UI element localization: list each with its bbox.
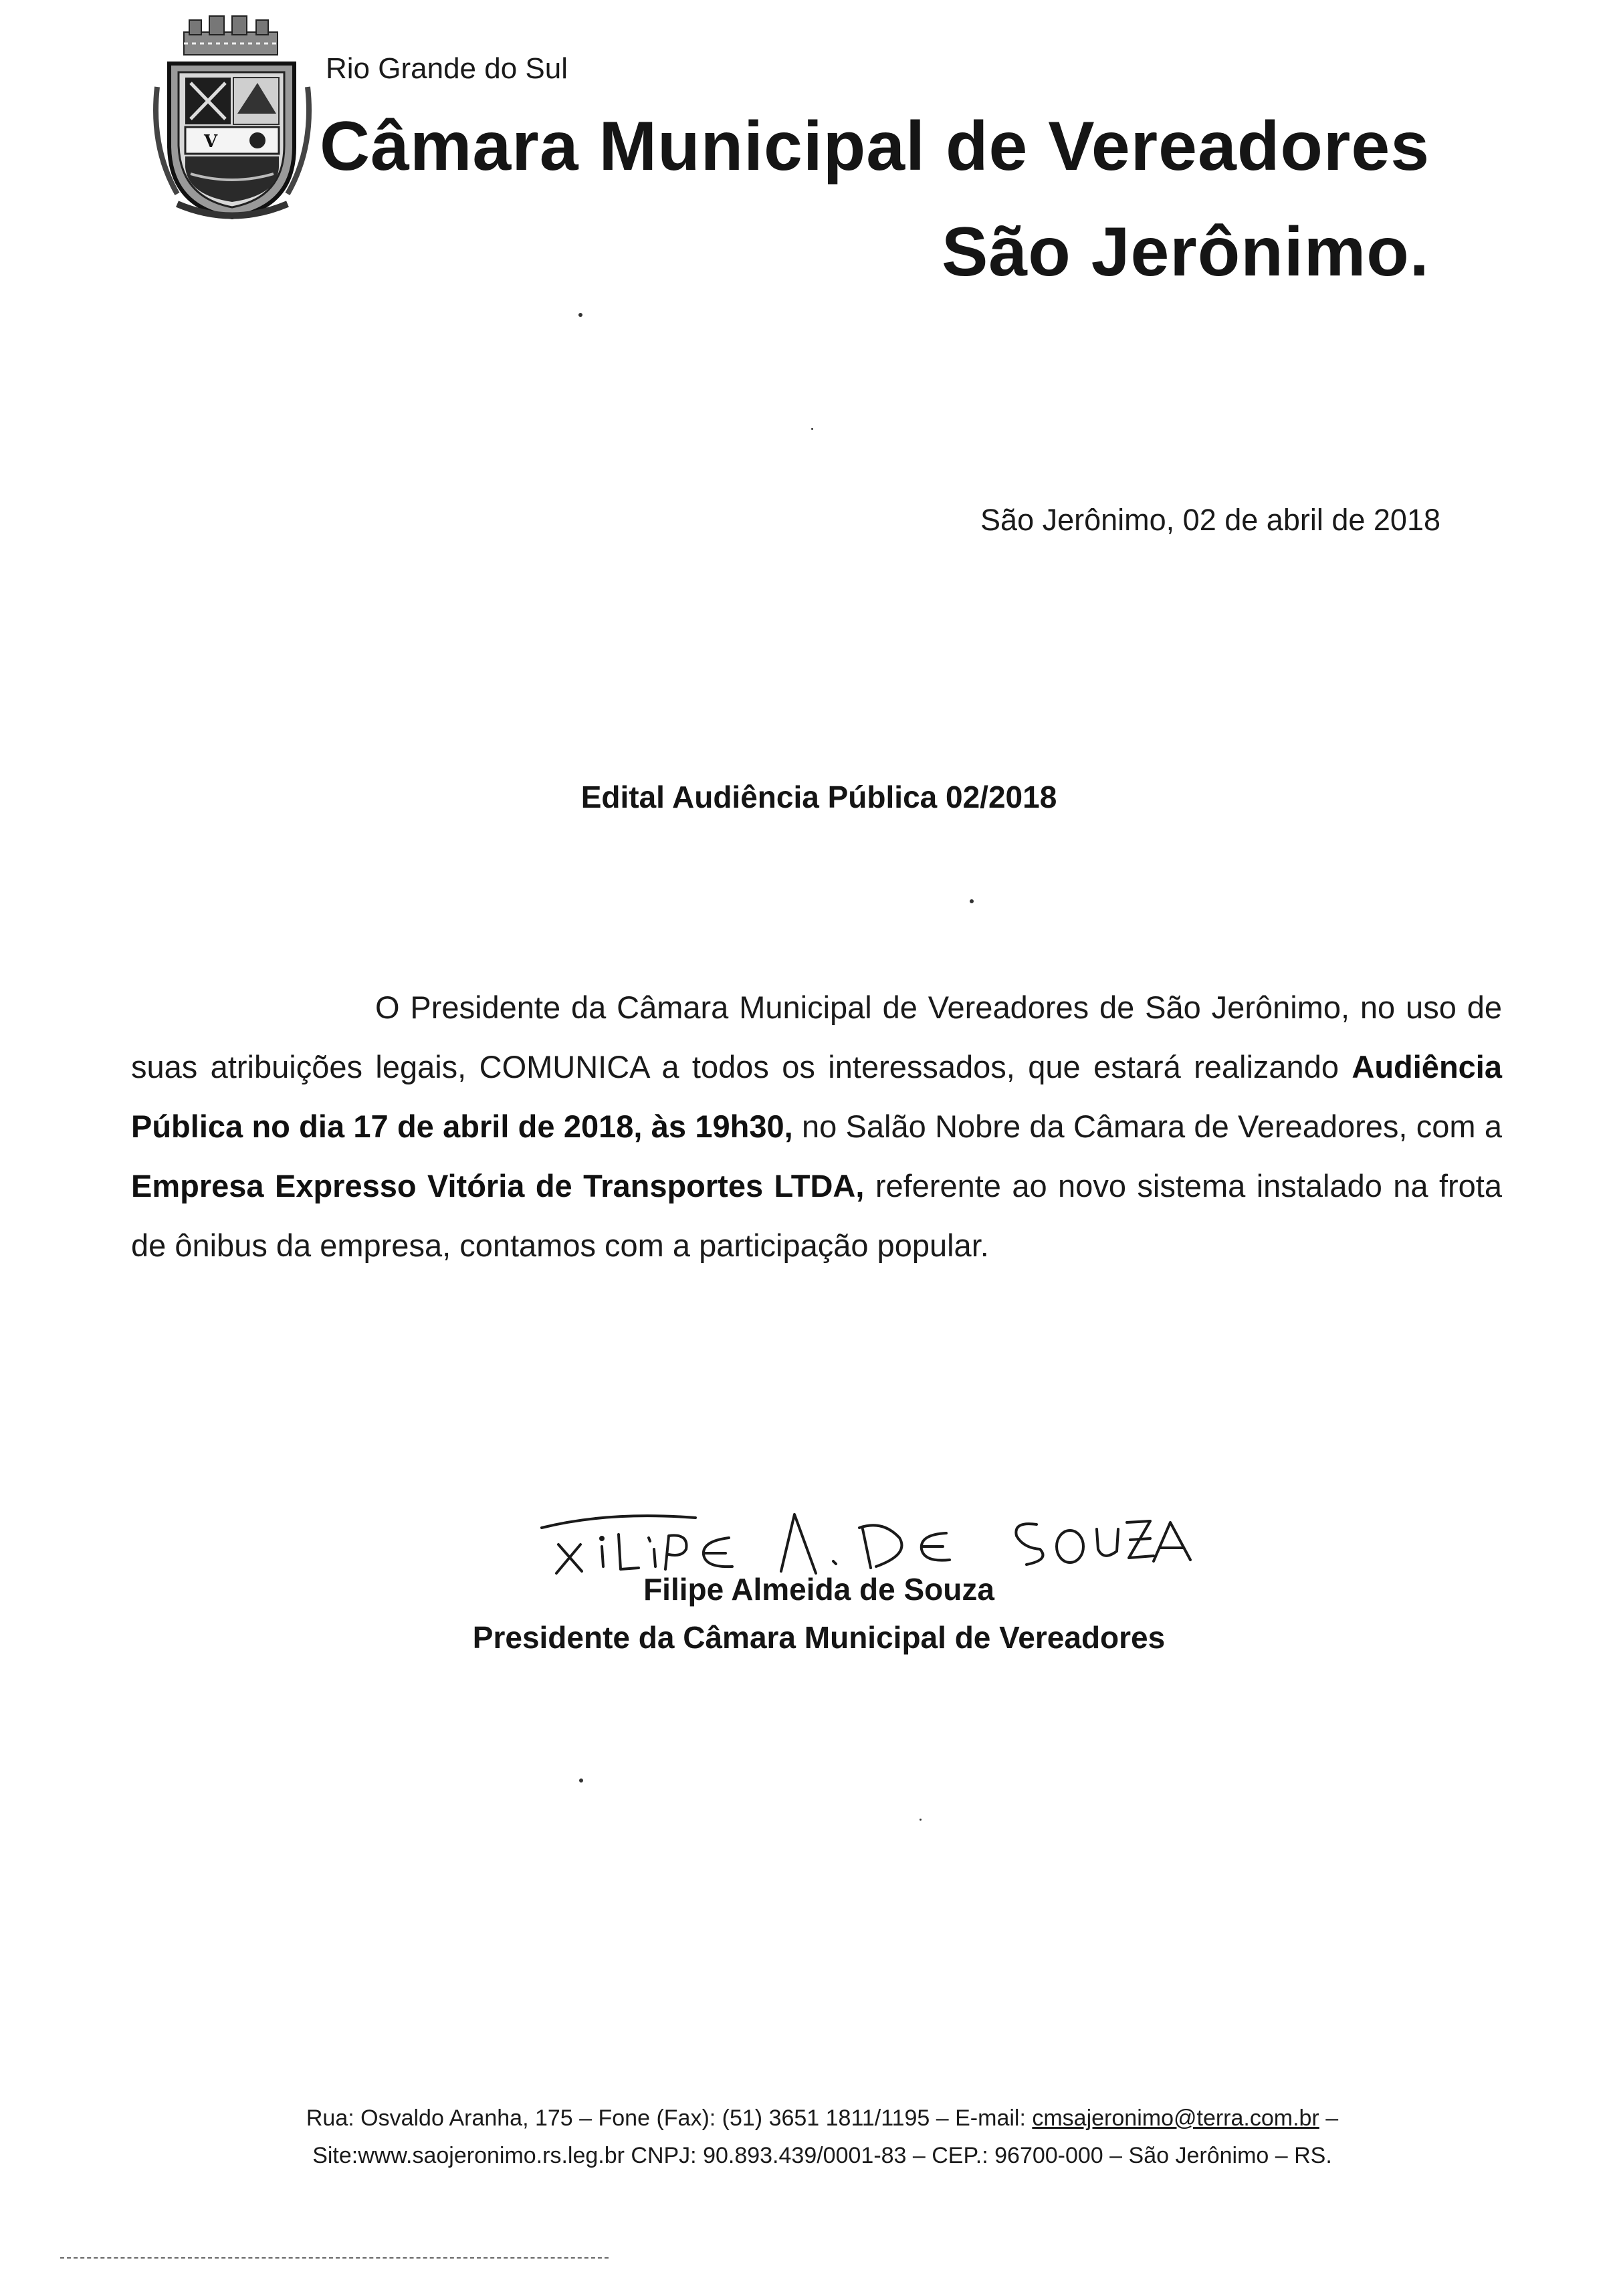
footer-email-link[interactable]: cmsajeronimo@terra.com.br — [1032, 2105, 1319, 2131]
footer-divider — [60, 2257, 609, 2259]
footer-line-address — [33, 2099, 1611, 2137]
city-name: São Jerônimo. — [942, 213, 1430, 291]
state-name: Rio Grande do Sul — [326, 52, 568, 85]
body-text-part-3: referente ao novo sistema instalado na frota de ônibus da empresa, contamos com a participação popular. — [131, 1168, 1503, 1263]
body-bold-company: Empresa Expresso Vitória de Transportes LTDA, — [131, 1168, 865, 1203]
body-paragraph — [131, 978, 1502, 1275]
date-line: São Jerônimo, 02 de abril de 2018 — [980, 503, 1440, 537]
svg-text:V: V — [204, 132, 218, 152]
scan-speck — [920, 1819, 922, 1821]
document-title: Edital Audiência Pública 02/2018 — [580, 780, 1057, 814]
body-text-part-2: no Salão Nobre da Câmara de Vereadores, com a — [792, 1109, 1502, 1144]
signer-role: Presidente da Câmara Municipal de Vereadores — [472, 1620, 1166, 1655]
scan-speck — [811, 428, 813, 430]
institution-name: Câmara Municipal de Vereadores — [320, 108, 1430, 185]
coat-of-arms-icon — [150, 13, 314, 224]
footer-contact — [0, 2099, 1611, 2174]
signer-name: Filipe Almeida de Souza — [643, 1572, 994, 1607]
footer-address-text: Rua: Osvaldo Aranha, 175 – Fone (Fax): (51) 3651 1811/1195 – E-mail: — [306, 2105, 1033, 2131]
body-text-part-1: O Presidente da Câmara Municipal de Vereadores de São Jerônimo, no uso de suas atribuições legais, COMUNICA a todos os interessados, que estará realizando — [131, 990, 1502, 1084]
scan-speck — [578, 313, 582, 317]
scan-speck — [970, 899, 974, 903]
body-bold-hearing-date: Audiência Pública no dia 17 de abril de 2018, às 19h30, — [131, 1049, 1502, 1144]
scan-speck — [579, 1778, 583, 1783]
footer-address-suffix: – — [1319, 2105, 1339, 2131]
footer-line-site: Site:www.saojeronimo.rs.leg.br CNPJ: 90.893.439/0001-83 – CEP.: 96700-000 – São Jerônimo – RS. — [312, 2143, 1332, 2168]
